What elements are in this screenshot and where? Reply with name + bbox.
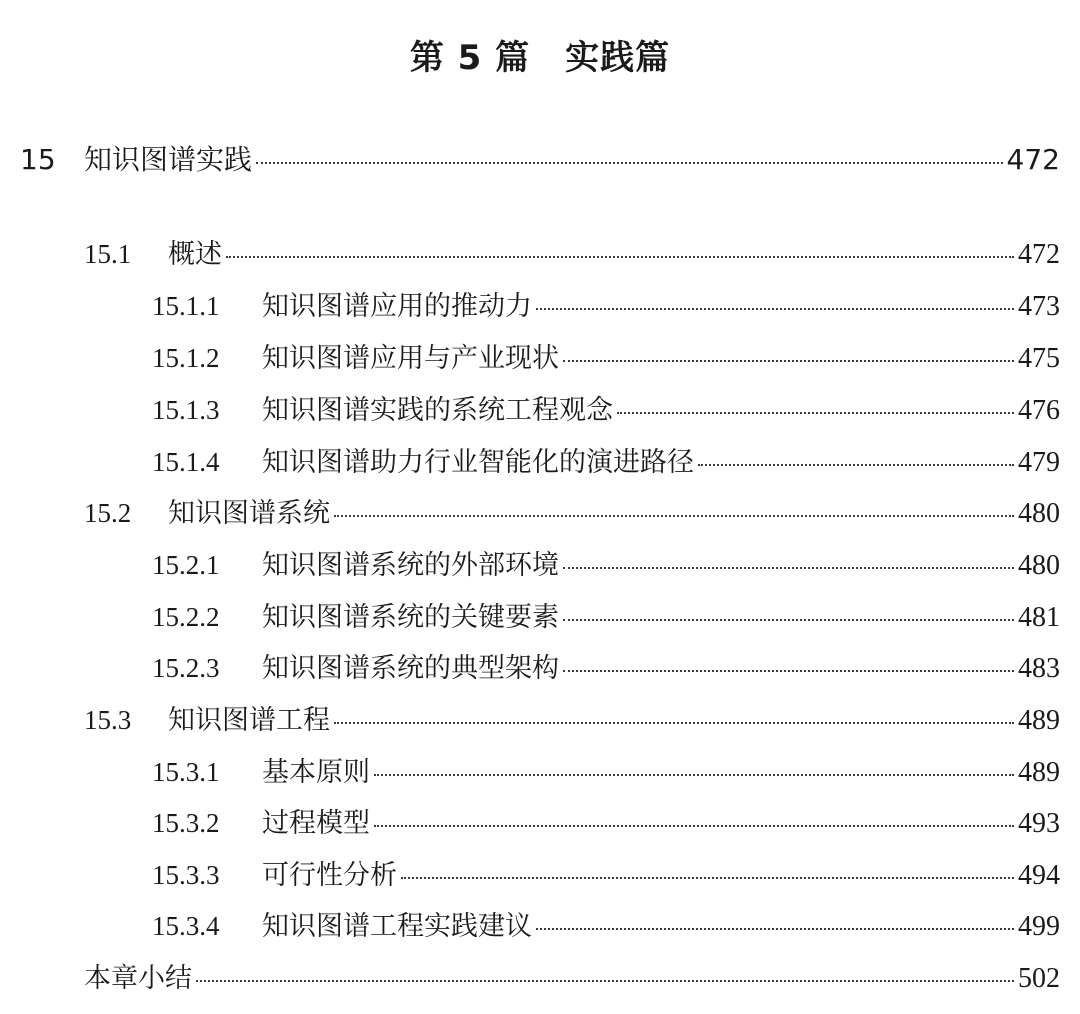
dot-leader — [196, 980, 1014, 982]
subsection-title: 知识图谱应用的推动力 — [262, 291, 532, 322]
toc-subsection-15-3-2[interactable] — [0, 801, 1080, 840]
toc-subsection-15-3-3[interactable] — [0, 853, 1080, 892]
toc-subsection-15-2-1[interactable] — [0, 543, 1080, 582]
dot-leader — [536, 308, 1014, 310]
dot-leader — [334, 515, 1014, 517]
subsection-title: 可行性分析 — [262, 860, 397, 891]
section-number: 15.1 — [84, 239, 132, 269]
subsection-title: 知识图谱应用与产业现状 — [262, 343, 559, 374]
subsection-number: 15.2.2 — [152, 602, 220, 632]
toc-section-15-3[interactable] — [0, 698, 1080, 737]
section-page: 480 — [1018, 498, 1060, 529]
subsection-number: 15.3.3 — [152, 860, 220, 890]
toc-chapter-15[interactable] — [0, 138, 1080, 178]
section-page: 472 — [1018, 239, 1060, 270]
section-title: 知识图谱系统 — [168, 498, 330, 529]
subsection-page: 499 — [1018, 911, 1060, 942]
subsection-page: 473 — [1018, 291, 1060, 322]
dot-leader — [536, 928, 1014, 930]
dot-leader — [563, 567, 1014, 569]
subsection-title: 过程模型 — [262, 808, 370, 839]
toc-section-15-1[interactable] — [0, 232, 1080, 271]
toc-subsection-15-1-2[interactable] — [0, 336, 1080, 375]
subsection-title: 知识图谱系统的典型架构 — [262, 653, 559, 684]
dot-leader — [563, 619, 1014, 621]
summary-page: 502 — [1018, 963, 1060, 994]
chapter-title: 知识图谱实践 — [84, 143, 253, 176]
toc-section-15-2[interactable] — [0, 491, 1080, 530]
toc-subsection-15-1-3[interactable] — [0, 388, 1080, 427]
section-title: 概述 — [168, 239, 222, 270]
dot-leader — [617, 412, 1014, 414]
toc-chapter-summary[interactable] — [0, 956, 1080, 995]
subsection-number: 15.2.3 — [152, 653, 220, 683]
subsection-page: 475 — [1018, 343, 1060, 374]
subsection-title: 知识图谱系统的外部环境 — [262, 550, 559, 581]
subsection-number: 15.1.3 — [152, 395, 220, 425]
dot-leader — [698, 464, 1014, 466]
dot-leader — [374, 825, 1014, 827]
dot-leader — [563, 670, 1014, 672]
toc-subsection-15-3-1[interactable] — [0, 750, 1080, 789]
dot-leader — [334, 722, 1014, 724]
subsection-title: 知识图谱助力行业智能化的演进路径 — [262, 447, 694, 478]
subsection-title: 知识图谱工程实践建议 — [262, 911, 532, 942]
subsection-number: 15.3.2 — [152, 808, 220, 838]
subsection-title: 基本原则 — [262, 757, 370, 788]
subsection-number: 15.3.1 — [152, 757, 220, 787]
subsection-number: 15.2.1 — [152, 550, 220, 580]
subsection-title: 知识图谱实践的系统工程观念 — [262, 395, 613, 426]
section-number: 15.2 — [84, 498, 132, 528]
toc-subsection-15-2-2[interactable] — [0, 595, 1080, 634]
part-title: 第 5 篇 实践篇 — [409, 38, 671, 78]
summary-title: 本章小结 — [84, 963, 192, 994]
subsection-title: 知识图谱系统的关键要素 — [262, 602, 559, 633]
subsection-number: 15.1.2 — [152, 343, 220, 373]
dot-leader — [374, 774, 1014, 776]
subsection-page: 480 — [1018, 550, 1060, 581]
toc-subsection-15-2-3[interactable] — [0, 646, 1080, 685]
section-title: 知识图谱工程 — [168, 705, 330, 736]
toc-subsection-15-3-4[interactable] — [0, 904, 1080, 943]
subsection-page: 493 — [1018, 808, 1060, 839]
subsection-number: 15.1.1 — [152, 291, 220, 321]
toc-subsection-15-1-1[interactable] — [0, 284, 1080, 323]
dot-leader — [256, 162, 1003, 164]
toc-subsection-15-1-4[interactable] — [0, 440, 1080, 479]
subsection-page: 483 — [1018, 653, 1060, 684]
subsection-number: 15.3.4 — [152, 911, 220, 941]
chapter-page: 472 — [1006, 143, 1060, 176]
section-page: 489 — [1018, 705, 1060, 736]
dot-leader — [563, 360, 1014, 362]
dot-leader — [401, 877, 1014, 879]
subsection-number: 15.1.4 — [152, 447, 220, 477]
chapter-number: 15 — [20, 143, 56, 176]
subsection-page: 489 — [1018, 757, 1060, 788]
subsection-page: 476 — [1018, 395, 1060, 426]
dot-leader — [226, 256, 1014, 258]
subsection-page: 481 — [1018, 602, 1060, 633]
subsection-page: 494 — [1018, 860, 1060, 891]
subsection-page: 479 — [1018, 447, 1060, 478]
section-number: 15.3 — [84, 705, 132, 735]
